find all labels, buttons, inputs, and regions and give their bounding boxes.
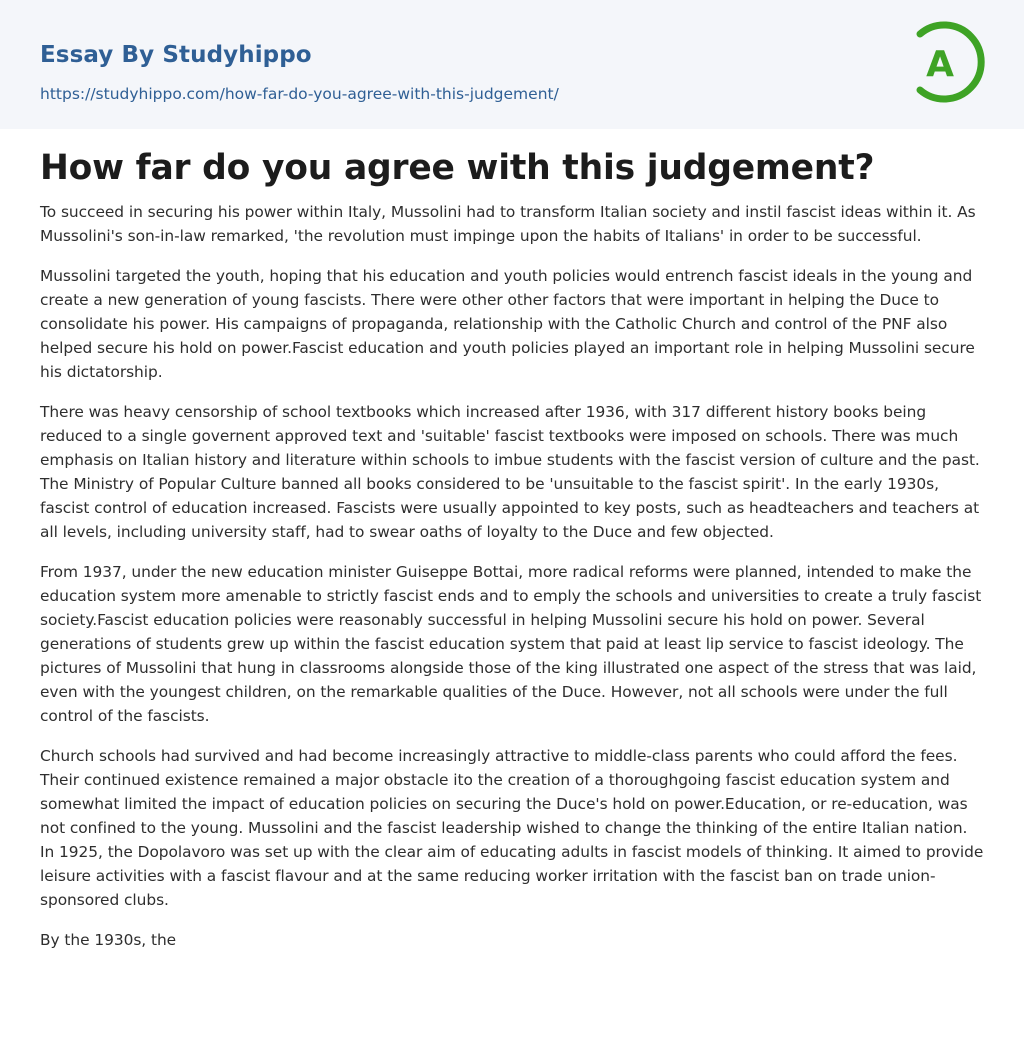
studyhippo-logo-icon[interactable]	[912, 19, 986, 105]
essay-paragraph: From 1937, under the new education minister Guiseppe Bottai, more radical reforms were planned, intended to make the education system more amenable to strictly fascist ends and to emply the schools and universities to create a truly fascist society.Fascist education policies were reasonably successful in helping Mussolini secure his hold on power. Several generations of students grew up within the fascist education system that paid at least lip service to fascist ideology. The pictures of Mussolini that hung in classrooms alongside those of the king illustrated one aspect of the stress that was laid, even with the youngest children, on the remarkable qualities of the Duce. However, not all schools were under the full control of the fascists.	[40, 563, 982, 725]
essay-title: How far do you agree with this judgement?	[40, 148, 875, 188]
essay-url-link[interactable]: https://studyhippo.com/how-far-do-you-agree-with-this-judgement/	[40, 85, 559, 103]
essay-paragraph: Church schools had survived and had become increasingly attractive to middle-class parents who could afford the fees. Their continued existence remained a major obstacle ito the creation of a thoroughgoing fascist education system and somewhat limited the impact of education policies on securing the Duce's hold on power.Education, or re-education, was not confined to the young. Mussolini and the fascist leadership wished to change the thinking of the entire Italian nation. In 1925, the Dopolavoro was set up with the clear aim of educating adults in fascist models of thinking. It aimed to provide leisure activities with a fascist flavour and at the same reducing worker irritation with the fascist ban on trade union-sponsored clubs.	[40, 747, 984, 909]
essay-body	[40, 200, 986, 952]
essay-paragraph: There was heavy censorship of school textbooks which increased after 1936, with 317 different history books being reduced to a single governent approved text and 'suitable' fascist textbooks were imposed on schools. There was much emphasis on Italian history and literature within schools to imbue students with the fascist version of culture and the past. The Ministry of Popular Culture banned all books considered to be 'unsuitable to the fascist spirit'. In the early 1930s, fascist control of education increased. Fascists were usually appointed to key posts, such as headteachers and teachers at all levels, including university staff, had to swear oaths of loyalty to the Duce and few objected.	[40, 403, 980, 541]
site-title: Essay By Studyhippo	[40, 42, 312, 68]
essay-paragraph: To succeed in securing his power within Italy, Mussolini had to transform Italian society and instil fascist ideas within it. As Mussolini's son-in-law remarked, 'the revolution must impinge upon the habits of Italians' in order to be successful.	[40, 203, 976, 245]
essay-content	[40, 146, 986, 968]
essay-paragraph: Mussolini targeted the youth, hoping that his education and youth policies would entrench fascist ideals in the young and create a new generation of young fascists. There were other other factors that were important in helping the Duce to consolidate his power. His campaigns of propaganda, relationship with the Catholic Church and control of the PNF also helped secure his hold on power.Fascist education and youth policies played an important role in helping Mussolini secure his dictatorship.	[40, 267, 975, 381]
essay-paragraph: By the 1930s, the	[40, 931, 177, 949]
logo-letter: A	[926, 44, 954, 85]
site-header	[0, 0, 1024, 129]
